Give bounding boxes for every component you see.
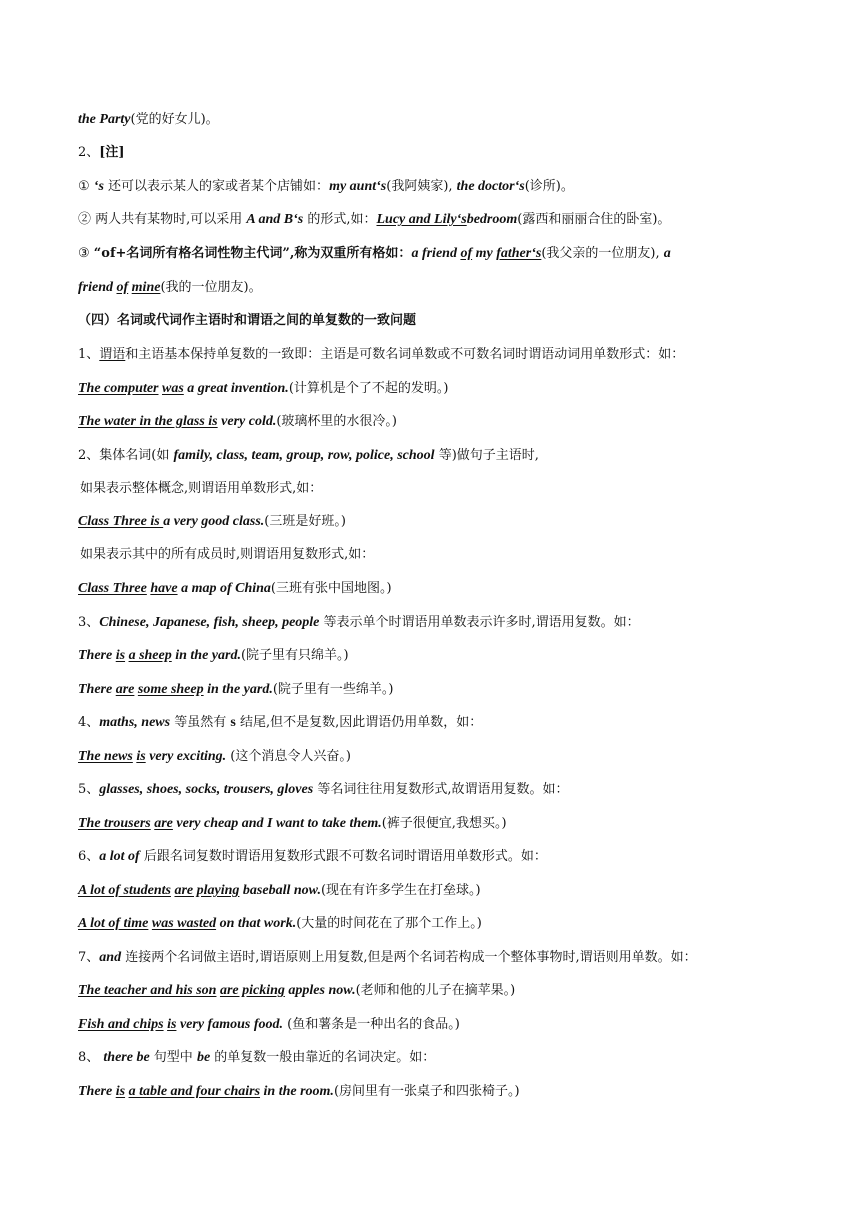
text-segment: very cheap and I want to take them. — [172, 816, 382, 831]
text-segment: (露西和丽丽合住的卧室)。 — [517, 212, 671, 227]
text-segment: (院子里有只绵羊。) — [240, 648, 349, 663]
text-segment: very famous food. — [176, 1017, 283, 1032]
text-line — [78, 1016, 460, 1034]
text-segment: (三班是好班。) — [264, 514, 346, 529]
text-segment: 如果表示其中的所有成员时,则谓语用复数形式,如： — [80, 547, 375, 562]
text-line — [78, 380, 448, 398]
text-segment: in the room. — [260, 1084, 334, 1099]
text-segment: (大量的时间花在了那个工作上。) — [296, 916, 482, 931]
underlined-text: is — [167, 1017, 177, 1032]
text-line — [78, 346, 684, 364]
text-segment: (现在有许多学生在打垒球。) — [320, 883, 481, 898]
text-segment: 的单复数一般由靠近的名词决定。如： — [210, 1050, 436, 1065]
text-segment: s — [230, 715, 236, 730]
text-segment: 句型中 — [149, 1050, 197, 1065]
text-line — [78, 848, 547, 866]
underlined-text: was — [162, 381, 184, 396]
underlined-text: A lot of time — [78, 916, 149, 931]
text-line — [78, 447, 539, 465]
text-segment: 8、 — [78, 1050, 104, 1065]
text-segment: and — [99, 950, 122, 965]
text-segment: (裤子很便宜,我想买。) — [381, 816, 507, 831]
underlined-text: is — [136, 749, 146, 764]
text-line — [78, 279, 262, 297]
text-segment: a very good class. — [163, 514, 265, 529]
text-segment: 1、 — [78, 347, 100, 362]
text-segment: very cold. — [217, 414, 277, 429]
text-segment: (房间里有一张桌子和四张椅子。) — [333, 1084, 520, 1099]
text-segment: ‘s — [93, 179, 104, 194]
text-segment: 5、 — [78, 782, 100, 797]
text-segment: 等)做句子主语时, — [434, 448, 539, 463]
text-segment: (鱼和薯条是一种出名的食品。) — [282, 1017, 460, 1032]
text-segment: in the yard. — [203, 682, 273, 697]
text-segment: ③ — [78, 246, 94, 261]
text-line — [78, 144, 125, 162]
text-segment: (院子里有一些绵羊。) — [272, 682, 394, 697]
text-line — [78, 681, 394, 699]
underlined-text: The water in the glass is — [78, 414, 218, 429]
text-segment: there be — [103, 1050, 150, 1065]
text-segment: a great invention. — [183, 381, 289, 396]
text-segment: 4、 — [78, 715, 100, 730]
text-segment: (玻璃杯里的水很冷。) — [276, 414, 397, 429]
underlined-text: Lucy and Lily‘s — [376, 212, 467, 227]
underlined-text: 谓语 — [99, 347, 126, 362]
underlined-text: are — [115, 682, 135, 697]
text-segment: a lot of — [99, 849, 140, 864]
text-segment: 等名词往往用复数形式,故谓语用复数。如： — [313, 782, 569, 797]
text-segment: (我的一位朋友)。 — [160, 280, 262, 295]
text-line — [78, 614, 640, 632]
text-segment: my — [472, 246, 497, 261]
text-segment: (诊所)。 — [524, 179, 574, 194]
text-segment: 结尾,但不是复数,因此谓语仍用单数，如： — [235, 715, 483, 730]
text-segment: maths, news — [99, 715, 171, 730]
text-segment: (三班有张中国地图。) — [270, 581, 392, 596]
text-segment: 2、集体名词(如 — [78, 448, 174, 463]
text-segment: a friend — [411, 246, 461, 261]
text-segment: There — [78, 648, 116, 663]
text-line — [78, 1049, 435, 1067]
text-segment: 的形式,如： — [303, 212, 377, 227]
underlined-text: have — [150, 581, 178, 596]
text-line — [78, 915, 482, 933]
text-segment: (计算机是个了不起的发明。) — [288, 381, 449, 396]
text-segment: There — [78, 1084, 116, 1099]
text-segment: be — [196, 1050, 211, 1065]
text-segment: 还可以表示某人的家或者某个店铺如： — [103, 179, 330, 194]
text-segment: baseball now. — [239, 883, 321, 898]
text-segment: very exciting. — [145, 749, 227, 764]
text-segment: Chinese, Japanese, fish, sheep, people — [99, 615, 320, 630]
underlined-text: are playing — [174, 883, 240, 898]
text-line — [78, 1083, 520, 1101]
underlined-text: Fish and chips — [78, 1017, 164, 1032]
underlined-text: Class Three is — [78, 514, 164, 529]
text-segment: 后跟名词复数时谓语用复数形式跟不可数名词时谓语用单数形式。如： — [139, 849, 547, 864]
text-segment: family, class, team, group, row, police, school — [173, 448, 435, 463]
text-line — [80, 480, 322, 498]
text-line — [78, 513, 346, 531]
text-line — [78, 580, 392, 598]
text-segment: 2、 — [78, 145, 100, 160]
text-line — [78, 815, 507, 833]
underlined-text: is — [115, 1084, 126, 1099]
underlined-text: The teacher and his son — [78, 983, 217, 998]
text-line — [78, 748, 351, 766]
text-segment: (党的好女儿)。 — [130, 112, 219, 127]
text-segment: 如果表示整体概念,则谓语用单数形式,如： — [80, 481, 323, 496]
text-line — [78, 178, 574, 196]
text-segment: in the yard. — [171, 648, 241, 663]
text-line — [78, 111, 219, 129]
underlined-text: mine — [131, 280, 161, 295]
text-segment: 连接两个名词做主语时,谓语原则上用复数,但是两个名词若构成一个整体事物时,谓语则用单数。如： — [121, 950, 697, 965]
underlined-text: was wasted — [151, 916, 217, 931]
text-segment: 等表示单个时谓语用单数表示许多时,谓语用复数。如： — [319, 615, 640, 630]
text-segment: 3、 — [78, 615, 100, 630]
text-segment: glasses, shoes, socks, trousers, gloves — [99, 782, 314, 797]
text-line — [78, 714, 482, 732]
text-segment: (这个消息令人兴奋。) — [226, 749, 351, 764]
underlined-text: a sheep — [128, 648, 172, 663]
underlined-text: father‘s — [496, 246, 542, 261]
text-segment: There — [78, 682, 116, 697]
text-segment: a — [663, 246, 671, 261]
underlined-text: is — [115, 648, 126, 663]
text-segment: friend — [78, 280, 117, 295]
text-line — [78, 882, 481, 900]
underlined-text: are picking — [219, 983, 285, 998]
text-segment: (我父亲的一位朋友), — [541, 246, 664, 261]
text-line — [78, 781, 568, 799]
text-segment: 7、 — [78, 950, 100, 965]
underlined-text: some sheep — [137, 682, 204, 697]
text-segment: a map of China — [177, 581, 271, 596]
text-segment: 6、 — [78, 849, 100, 864]
text-segment: A and B‘s — [246, 212, 304, 227]
underlined-text: The computer — [78, 381, 159, 396]
text-segment: “of+名词所有格名词性物主代词”,称为双重所有格如： — [93, 246, 412, 261]
text-segment: the doctor‘s — [456, 179, 525, 194]
text-segment: （四）名词或代词作主语时和谓语之间的单复数的一致问题 — [78, 313, 417, 328]
underlined-text: A lot of students — [78, 883, 171, 898]
text-line — [78, 312, 416, 330]
underlined-text: The news — [78, 749, 133, 764]
underlined-text: a table and four chairs — [128, 1084, 261, 1099]
text-segment: bedroom — [466, 212, 518, 227]
text-segment: 等虽然有 — [170, 715, 231, 730]
text-segment: (老师和他的儿子在摘苹果。) — [355, 983, 516, 998]
text-segment: ① — [78, 179, 94, 194]
text-line — [78, 949, 697, 967]
text-line — [78, 647, 349, 665]
underlined-text: are — [154, 816, 173, 831]
underlined-text: of — [116, 280, 129, 295]
text-line — [78, 245, 671, 263]
text-segment: (我阿姨家), — [386, 179, 457, 194]
text-segment: on that work. — [216, 916, 297, 931]
underlined-text: The trousers — [78, 816, 151, 831]
text-segment: my aunt‘s — [329, 179, 387, 194]
text-segment: ② 两人共有某物时,可以采用 — [78, 212, 247, 227]
underlined-text: Class Three — [78, 581, 147, 596]
underlined-text: of — [460, 246, 473, 261]
text-line — [78, 982, 515, 1000]
text-segment: the Party — [78, 112, 131, 127]
text-line — [78, 211, 670, 229]
text-segment: apples now. — [284, 983, 356, 998]
text-segment: 和主语基本保持单复数的一致即：主语是可数名词单数或不可数名词时谓语动词用单数形式：如： — [125, 347, 685, 362]
text-line — [78, 413, 397, 431]
text-line — [80, 546, 374, 564]
text-segment: [注] — [99, 145, 125, 160]
